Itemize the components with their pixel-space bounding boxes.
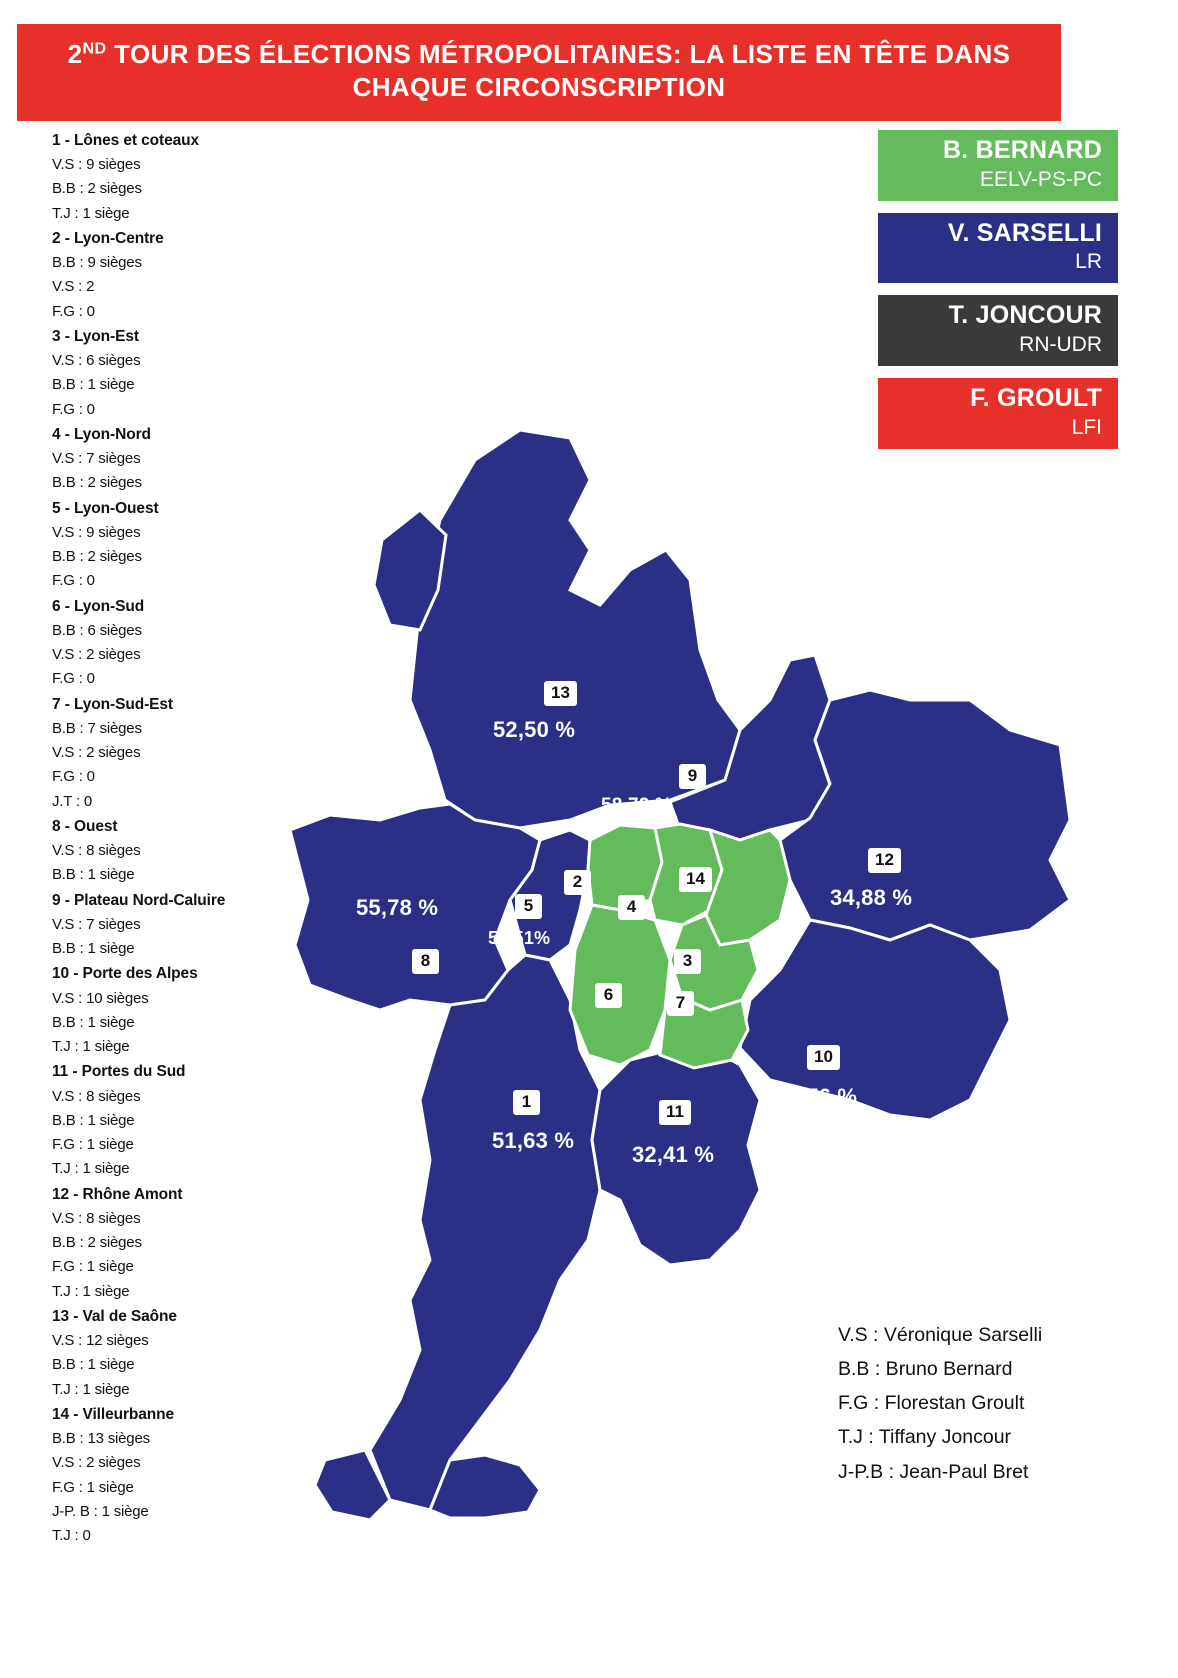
district-title: 11 - Portes du Sud: [52, 1063, 186, 1081]
district-title: 14 - Villeurbanne: [52, 1406, 175, 1423]
district-seat: V.S : 2 sièges: [52, 1454, 141, 1472]
district-seat: T.J : 1 siège: [52, 1380, 130, 1398]
map-badge-2[interactable]: 2: [564, 870, 591, 895]
district-seat: T.J : 0: [52, 1527, 91, 1545]
map-badge-3[interactable]: 3: [674, 949, 701, 974]
map-badge-6[interactable]: 6: [595, 983, 622, 1008]
district-seat: F.G : 1 siège: [52, 1258, 134, 1276]
district-seat: T.J : 1 siège: [52, 1160, 130, 1178]
district-title: 13 - Val de Saône: [52, 1308, 177, 1325]
district-seat: V.S : 8 sièges: [52, 1209, 141, 1227]
district-title: 3 - Lyon-Est: [52, 328, 139, 345]
district-seat: F.G : 0: [52, 400, 95, 418]
district-seat: V.S : 9 sièges: [52, 523, 141, 541]
district-title: 2 - Lyon-Centre: [52, 230, 164, 247]
district-seat: V.S : 2 sièges: [52, 744, 141, 762]
legend-item-bernard: [878, 130, 1118, 201]
map-percent-12: 34,88 %: [830, 885, 913, 910]
district-seat: B.B : 13 sièges: [52, 1430, 150, 1448]
legend-party-label: RN-UDR: [1019, 332, 1102, 356]
district-title: 7 - Lyon-Sud-Est: [52, 695, 173, 713]
map-percent-8: 55,78 %: [356, 895, 439, 920]
district-seat: F.G : 1 siège: [52, 1478, 134, 1496]
district-seat: B.B : 2 sièges: [52, 548, 142, 566]
map-badge-9[interactable]: 9: [679, 764, 706, 789]
district-seat: V.S : 2: [52, 278, 95, 296]
district-seat: B.B : 1 siège: [52, 376, 135, 394]
legend-candidate-name: B. BERNARD: [943, 136, 1102, 164]
page-header: [17, 24, 1061, 121]
district-entry-1: [52, 128, 342, 226]
district-seat: B.B : 2 sièges: [52, 474, 142, 492]
district-title: 12 - Rhône Amont: [52, 1185, 183, 1203]
district-seat: B.B : 1 siège: [52, 866, 135, 884]
legend-party-label: EELV-PS-PC: [979, 167, 1102, 191]
district-seat: T.J : 1 siège: [52, 204, 130, 222]
district-seat: B.B : 1 siège: [52, 1111, 135, 1129]
district-seat: B.B : 2 sièges: [52, 180, 142, 198]
district-seat: F.G : 0: [52, 670, 95, 688]
district-seat: V.S : 7 sièges: [52, 450, 141, 468]
map-badge-1[interactable]: 1: [513, 1090, 540, 1115]
map-percent-11: 32,41 %: [632, 1142, 715, 1167]
district-seat: T.J : 1 siège: [52, 1038, 130, 1056]
district-title: 6 - Lyon-Sud: [52, 597, 145, 615]
map-badge-11[interactable]: 11: [659, 1100, 691, 1125]
key-line-jpb: J-P.B : Jean-Paul Bret: [838, 1460, 1029, 1483]
map-badge-12[interactable]: 12: [868, 848, 901, 873]
district-seat: V.S : 6 sièges: [52, 352, 141, 370]
district-seat: V.S : 2 sièges: [52, 646, 141, 664]
key-line-fg: F.G : Florestan Groult: [838, 1392, 1025, 1415]
district-seat: B.B : 9 sièges: [52, 254, 142, 272]
district-seat: V.S : 12 sièges: [52, 1332, 149, 1350]
district-title: 5 - Lyon-Ouest: [52, 499, 159, 517]
map-region-12[interactable]: [780, 690, 1070, 940]
map-region-1[interactable]: [370, 955, 600, 1510]
legend-candidate-name: F. GROULT: [970, 384, 1102, 413]
candidate-key: [838, 1318, 1158, 1489]
district-seat: V.S : 7 sièges: [52, 915, 141, 933]
legend-item-joncour: [878, 295, 1118, 366]
page-title-ordinal: ND: [82, 39, 107, 58]
district-seat: V.S : 9 sièges: [52, 156, 141, 174]
legend-candidate-name: T. JONCOUR: [948, 301, 1102, 330]
map-percent-13: 52,50 %: [493, 717, 576, 742]
district-seat: B.B : 7 sièges: [52, 719, 142, 737]
district-seat: J-P. B : 1 siège: [52, 1503, 149, 1520]
district-seat: F.G : 0: [52, 302, 95, 320]
district-seat: V.S : 8 sièges: [52, 1087, 141, 1105]
district-seat: B.B : 1 siège: [52, 940, 135, 958]
map-badge-13[interactable]: 13: [544, 681, 577, 706]
map-percent-10: 53,76 %: [775, 1084, 858, 1109]
map-percent-5: 55,51%: [488, 928, 551, 948]
district-seat: B.B : 1 siège: [52, 1013, 135, 1031]
district-title: 4 - Lyon-Nord: [52, 426, 151, 443]
district-title: 8 - Ouest: [52, 818, 118, 835]
legend-item-sarselli: [878, 213, 1118, 284]
page-title-rest: TOUR DES ÉLECTIONS MÉTROPOLITAINES: LA LISTE EN TÊTE DANS CHAQUE CIRCONSCRIPTION: [106, 39, 1011, 103]
legend-party-label: LFI: [1071, 415, 1102, 439]
map-badge-4[interactable]: 4: [618, 895, 645, 920]
district-seat: F.G : 1 siège: [52, 1136, 134, 1154]
map-badge-10[interactable]: 10: [807, 1045, 840, 1070]
district-seat: B.B : 6 sièges: [52, 621, 142, 639]
map-percent-9: 58,72 %: [601, 795, 673, 816]
district-seat: B.B : 2 sièges: [52, 1234, 142, 1252]
legend-candidate-name: V. SARSELLI: [947, 218, 1102, 247]
key-line-vs: V.S : Véronique Sarselli: [838, 1324, 1043, 1346]
district-seat: B.B : 1 siège: [52, 1356, 135, 1374]
map-badge-7[interactable]: 7: [667, 991, 694, 1016]
page-title: [35, 38, 1043, 105]
district-seat: V.S : 10 sièges: [52, 989, 149, 1007]
key-line-tj: T.J : Tiffany Joncour: [838, 1426, 1012, 1449]
district-seat: T.J : 1 siège: [52, 1282, 130, 1300]
district-title: 9 - Plateau Nord-Caluire: [52, 891, 226, 909]
map-badge-14[interactable]: 14: [679, 867, 712, 892]
district-seat: F.G : 0: [52, 768, 95, 786]
district-seat: J.T : 0: [52, 792, 93, 810]
page-title-prefix: 2: [67, 39, 83, 69]
map-badge-5[interactable]: 5: [515, 894, 542, 919]
district-title: 1 - Lônes et coteaux: [52, 132, 200, 149]
district-title: 10 - Porte des Alpes: [52, 965, 198, 983]
map-percent-1: 51,63 %: [492, 1128, 575, 1153]
map-badge-8[interactable]: 8: [412, 949, 439, 974]
legend-party-label: LR: [1075, 250, 1102, 274]
district-seat: F.G : 0: [52, 572, 95, 590]
key-line-bb: B.B : Bruno Bernard: [838, 1358, 1013, 1381]
map-region-14[interactable]: [706, 830, 790, 945]
district-seat: V.S : 8 sièges: [52, 842, 141, 860]
district-entry-2: [52, 226, 342, 324]
